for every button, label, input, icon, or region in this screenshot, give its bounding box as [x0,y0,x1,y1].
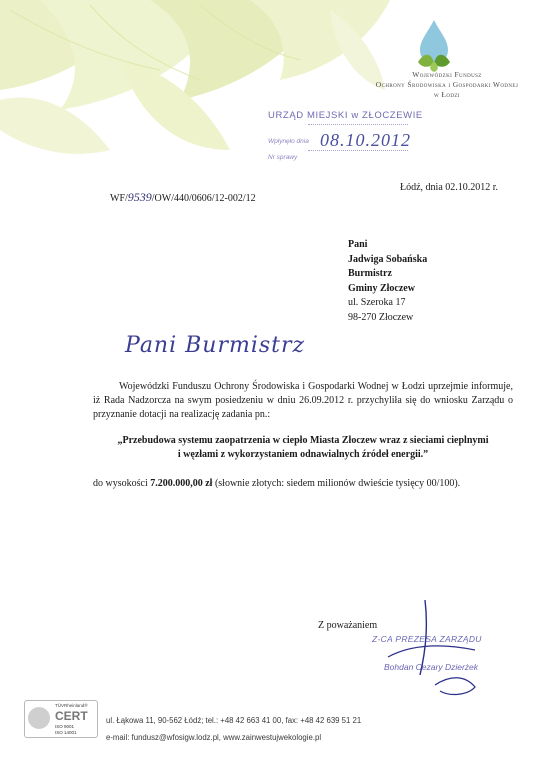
recipient-title: Burmistrz [348,268,392,279]
signature-stamp [372,634,502,672]
stamp-title: URZĄD MIEJSKI w ZŁOCZEWIE [268,110,423,121]
amount-in-words: (słownie złotych: siedem milionów dwieście tysięcy 00/100). [212,478,461,489]
received-stamp [258,110,423,166]
amount-value: 7.200.000,00 zł [150,478,213,489]
recipient-postcode-city: 98-270 Złoczew [348,311,414,323]
footer-email-web: e-mail: fundusz@wfosigw.lodz.pl, www.zainwestujwekologie.pl [106,733,322,742]
org-line-1: Wojewódzki Fundusz [412,70,482,79]
project-title [93,434,513,462]
footer-address-phone: ul. Łąkowa 11, 90-562 Łódź; tel.: +48 42 663 41 00, fax: +48 42 639 51 21 [106,716,362,725]
certificate-seal-icon [28,707,50,729]
signature-stamp-name: Bohdan Cezary Dzierżek [384,662,479,672]
water-drop-logo-icon [410,18,458,74]
project-title-line-1: „Przebudowa systemu zaopatrzenia w ciepło Miasta Złoczew wraz z sieciami cieplnymi [117,435,489,446]
certificate-issuer: TÜVRheinland® [55,703,88,708]
letter-date: Łódź, dnia 02.10.2012 r. [400,182,499,193]
handwritten-greeting: Pani Burmistrz [125,333,306,358]
certificate-iso-9001: ISO 9001 [55,724,75,729]
organization-name [362,70,532,100]
grant-amount-line [93,478,460,489]
recipient-address [348,238,427,325]
recipient-name: Jadwiga Sobańska [348,253,428,265]
letter-body [93,380,513,422]
reference-prefix: WF/ [110,193,128,204]
recipient-salutation: Pani [348,239,368,250]
org-line-2: Ochrony Środowiska i Gospodarki Wodnej [375,80,519,89]
certificate-label: CERT [55,709,88,723]
stamp-dotted-line [308,124,408,125]
reference-number [110,190,256,205]
org-line-3: w Łodzi [434,90,460,99]
project-title-line-2: i węzłami z wykorzystaniem odnawialnych źródeł energii.” [177,449,429,460]
footer-contact [106,712,361,746]
closing-phrase: Z poważaniem [318,620,378,631]
certificate-iso-14001: ISO 14001 [55,730,77,735]
recipient-municipality: Gminy Złoczew [348,282,415,294]
stamp-received-label: Wpłynęło dnia [268,138,309,145]
stamp-case-label: Nr sprawy [268,154,298,161]
stamp-received-date: 08.10.2012 [320,130,411,150]
leaf-background-graphic [0,0,543,200]
certification-badge [24,700,98,738]
recipient-street: ul. Szeroka 17 [348,297,406,308]
signature-stamp-title: Z-CA PREZESA ZARZĄDU [372,634,482,644]
stamp-dotted-line [308,150,408,151]
amount-prefix: do wysokości [93,478,151,489]
handwritten-reference-number: 9539 [127,190,152,204]
reference-suffix: /OW/440/0606/12-002/12 [151,193,256,204]
body-paragraph: Wojewódzki Funduszu Ochrony Środowiska i Gospodarki Wodnej w Łodzi uprzejmie informuje, iż Rada Nadzorcza na swym posiedzeniu w dniu 26.09.2012 r. przychyliła się do wniosku Zarządu o przyznanie dotacji na realizację zadania pn.: [93,381,513,420]
